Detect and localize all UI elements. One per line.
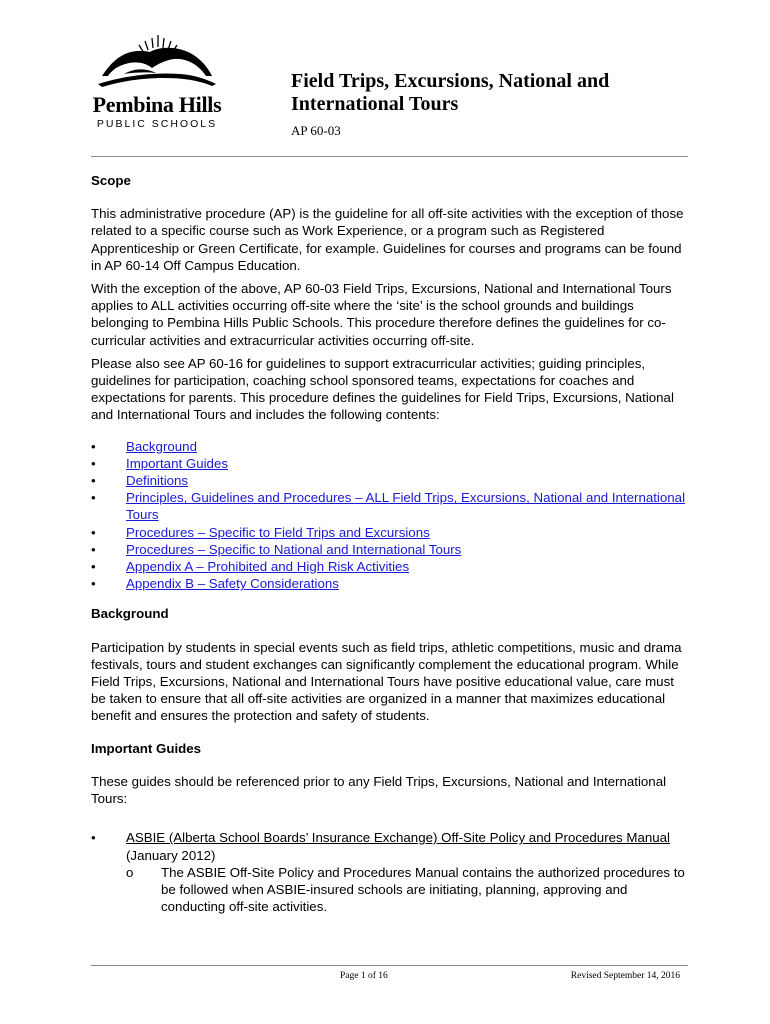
district-logo	[88, 30, 228, 130]
scope-paragraph: Please also see AP 60-16 for guidelines to support extracurricular activities; guiding principles, guidelines for participation, coaching school sponsored teams, expectations for coaches and expectations for parents. This procedure defines the guidelines for Field Trips, Excursions, National and International Tours and includes the following contents:	[91, 355, 674, 423]
contents-item	[91, 558, 686, 575]
contents-item	[91, 524, 686, 541]
scope-paragraph: This administrative procedure (AP) is the guideline for all off-site activities with the exception of those related to a specific course such as Work Experience, or a program such as Registered Apprenticeship or Green Certificate, for example. Guidelines for courses and programs can be found in AP 60-14 Off Campus Education.	[91, 206, 684, 273]
contents-item	[91, 455, 686, 472]
logo-name: Pembina Hills	[92, 92, 222, 117]
contents-list	[91, 438, 686, 593]
contents-link-important-guides[interactable]: Important Guides	[126, 455, 228, 471]
contents-link-definitions[interactable]: Definitions	[126, 473, 189, 489]
contents-link-tours[interactable]: Procedures – Specific to National and International Tours	[126, 541, 462, 557]
guide-reference-item	[91, 829, 686, 915]
scope-heading: Scope	[91, 173, 131, 188]
background-paragraph: Participation by students in special events such as field trips, athletic competitions, music and drama festivals, tours and student exchanges can significantly complement the educational program. While Field Trips, Excursions, National and International Tours have positive educational value, care must be taken to ensure that all off-site activities are organized in a manner that maximizes educational benefit and ensures the protection and safety of students.	[91, 639, 682, 724]
contents-item	[91, 472, 686, 489]
page-number: Page 1 of 16	[340, 971, 388, 981]
contents-item	[91, 541, 686, 558]
procedure-code: AP 60-03	[291, 123, 341, 138]
hills-sun-icon	[94, 30, 220, 92]
guide-sub-text: The ASBIE Off-Site Policy and Procedures Manual contains the authorized procedures to be followed when ASBIE-insured schools are initiating, planning, approving and conducting off-site activities.	[161, 864, 685, 915]
contents-item	[91, 438, 686, 455]
guides-intro: These guides should be referenced prior to any Field Trips, Excursions, National and International Tours:	[91, 773, 667, 807]
contents-link-appendix-b[interactable]: Appendix B – Safety Considerations	[126, 576, 339, 592]
contents-item	[91, 489, 686, 523]
asbie-manual-link[interactable]: ASBIE (Alberta School Boards’ Insurance Exchange) Off-Site Policy and Procedures Manual	[126, 830, 670, 846]
background-heading: Background	[91, 606, 169, 622]
sub-bullet-marker: o	[126, 864, 134, 880]
guide-sub-item	[126, 864, 686, 916]
scope-paragraph: With the exception of the above, AP 60-03 Field Trips, Excursions, National and International Tours applies to ALL activities occurring off-site where the ‘site’ is the school grounds and buildings belonging to Pembina Hills Public Schools. This procedure therefore defines the guidelines for co-curricular activities and extracurricular activities occurring off-site.	[91, 281, 672, 348]
contents-link-principles[interactable]: Principles, Guidelines and Procedures – ALL Field Trips, Excursions, National and International Tours	[126, 490, 686, 523]
bullet-marker: •	[91, 830, 96, 846]
contents-link-appendix-a[interactable]: Appendix A – Prohibited and High Risk Activities	[126, 559, 410, 575]
important-guides-heading: Important Guides	[91, 740, 202, 756]
contents-link-background[interactable]: Background	[126, 438, 197, 454]
header-divider	[91, 156, 688, 157]
logo-subtitle: PUBLIC SCHOOLS	[96, 118, 218, 130]
revised-date: Revised September 14, 2016	[570, 971, 680, 981]
asbie-manual-date: (January 2012)	[126, 847, 216, 863]
header-title-block	[291, 70, 691, 139]
document-body	[91, 172, 686, 915]
document-title: Field Trips, Excursions, National and International Tours	[291, 70, 610, 115]
footer-divider	[91, 965, 688, 966]
contents-link-field-trips[interactable]: Procedures – Specific to Field Trips and Excursions	[126, 524, 430, 540]
contents-item	[91, 575, 686, 592]
